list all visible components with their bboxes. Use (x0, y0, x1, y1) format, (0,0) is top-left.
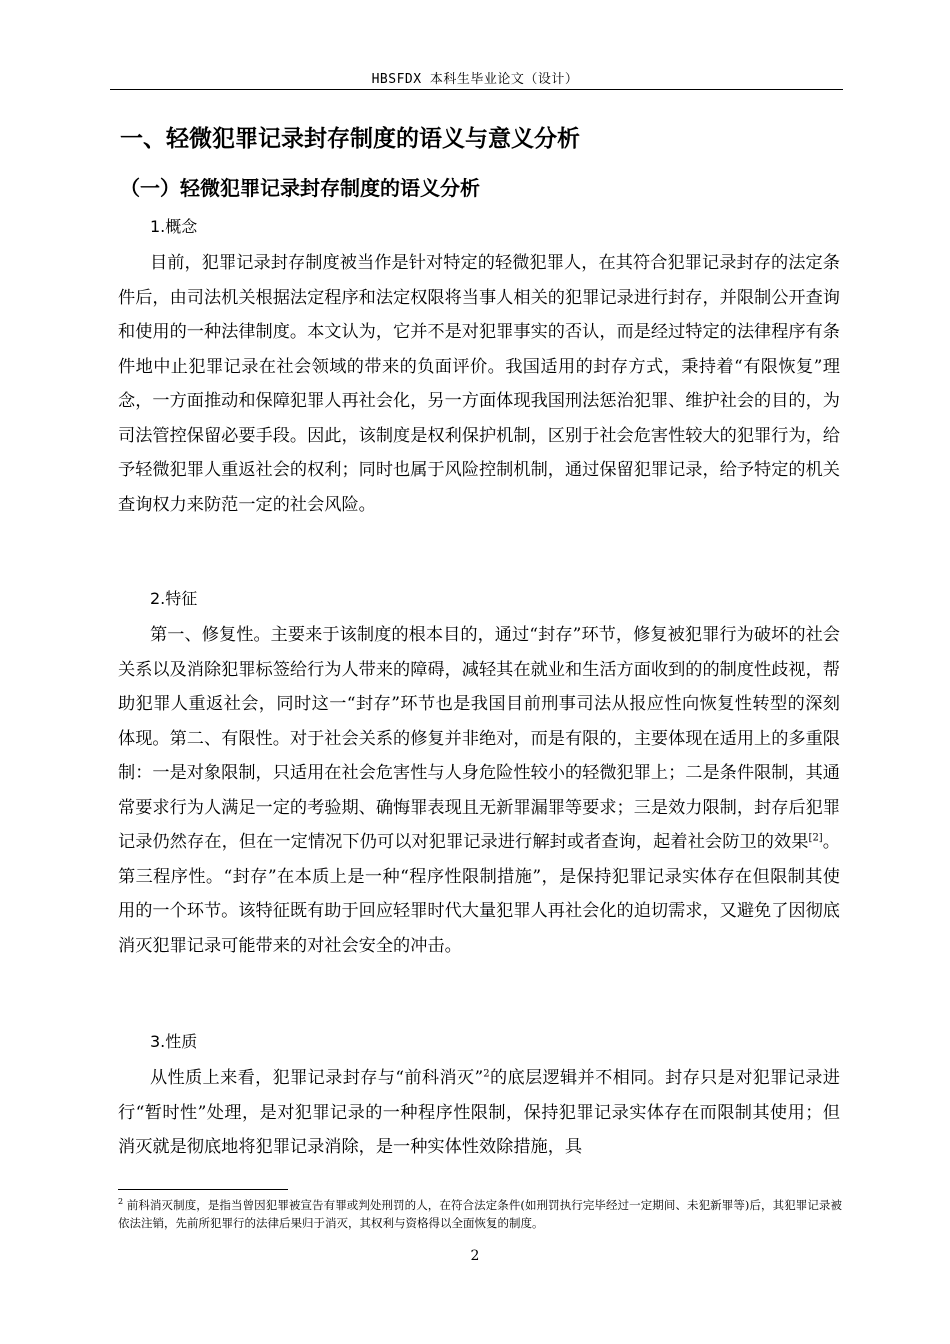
subsection-title: （一）轻微犯罪记录封存制度的语义分析 (120, 176, 480, 200)
nature-heading: 3.性质 (150, 1032, 198, 1051)
concept-paragraph: 目前，犯罪记录封存制度被当作是针对特定的轻微犯罪人，在其符合犯罪记录封存的法定条件后，由司法机关根据法定程序和法定权限将当事人相关的犯罪记录进行封存，并限制公开查询和使用的一种法律制度。本文认为，它并不是对犯罪事实的否认，而是经过特定的法律程序有条件地中止犯罪记录在社会领域的带来的负面评价。我国适用的封存方式，秉持着“有限恢复”理念，一方面推动和保障犯罪人再社会化，另一方面体现我国刑法惩治犯罪、维护社会的目的，为司法管控保留必要手段。因此，该制度是权利保护机制，区别于社会危害性较大的犯罪行为，给予轻微犯罪人重返社会的权利；同时也属于风险控制机制，通过保留犯罪记录，给予特定的机关查询权力来防范一定的社会风险。 (118, 253, 840, 515)
footnote-divider (118, 1189, 288, 1190)
footnote-mark: 2 (118, 1197, 124, 1207)
features-heading: 2.特征 (150, 589, 198, 608)
features-paragraph (118, 618, 840, 963)
concept-heading: 1.概念 (150, 217, 198, 236)
footnote-ref: 2 (483, 1068, 490, 1080)
header-divider (110, 89, 843, 90)
footnote (118, 1196, 842, 1232)
footnote-text: 前科消灭制度，是指当曾因犯罪被宣告有罪或判处刑罚的人，在符合法定条件(如刑罚执行完毕经过一定期间、未犯新罪等)后，其犯罪记录被依法注销，先前所犯罪行的法律后果归于消灭，其权利与资格得以全面恢复的制度。 (118, 1198, 842, 1230)
running-header: HBSFDX 本科生毕业论文（设计） (371, 72, 579, 87)
nature-text-part1: 从性质上来看，犯罪记录封存与“前科消灭” (150, 1068, 484, 1088)
citation-ref: [2] (808, 832, 823, 844)
page-number: 2 (470, 1248, 480, 1264)
features-text-part1: 第一、修复性。主要来于该制度的根本目的，通过“封存”环节，修复被犯罪行为破坏的社会关系以及消除犯罪标签给行为人带来的障碍，减轻其在就业和生活方面收到的的制度性歧视，帮助犯罪人重返社会，同时这一“封存”环节也是我国目前刑事司法从报应性向恢复性转型的深刻体现。第二、有限性。对于社会关系的修复并非绝对，而是有限的，主要体现在适用上的多重限制：一是对象限制，只适用在社会危害性与人身危险性较小的轻微犯罪上；二是条件限制，其通常要求行为人满足一定的考验期、确悔罪表现且无新罪漏罪等要求；三是效力限制，封存后犯罪记录仍然存在，但在一定情况下仍可以对犯罪记录进行解封或者查询，起着社会防卫的效果 (118, 625, 840, 852)
section-title: 一、轻微犯罪记录封存制度的语义与意义分析 (120, 126, 580, 152)
features-text-part2: 。第三程序性。“封存”在本质上是一种“程序性限制措施”，是保持犯罪记录实体存在但限制其使用的一个环节。该特征既有助于回应轻罪时代大量犯罪人再社会化的迫切需求，又避免了因彻底消灭犯罪记录可能带来的对社会安全的冲击。 (118, 832, 840, 956)
nature-text-part2: 的底层逻辑并不相同。封存只是对犯罪记录进行“暂时性”处理，是对犯罪记录的一种程序性限制，保持犯罪记录实体存在而限制其使用；但消灭就是彻底地将犯罪记录消除，是一种实体性效除措施，具 (118, 1068, 840, 1157)
nature-paragraph (118, 1061, 840, 1165)
